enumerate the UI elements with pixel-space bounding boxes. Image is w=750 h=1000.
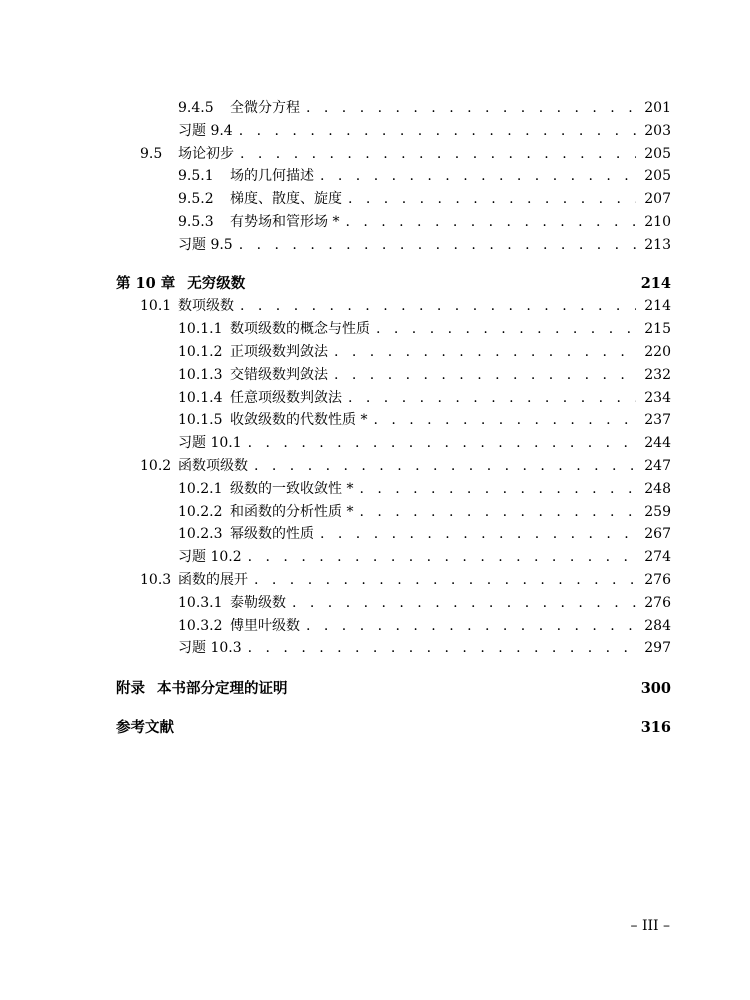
toc-entry-number: 10.3.2 [178,617,223,634]
toc-entry-title: 幂级数的性质 [230,526,314,543]
toc-entry-title: 级数的一致收敛性 * [230,480,354,497]
references-title: 参考文献 [116,718,174,736]
toc-entry-number: 9.5.2 [178,191,214,208]
toc-entry-title: 函数项级数 [178,457,248,474]
toc-entry-page: 248 [644,480,671,497]
toc-block-chapter9 [116,97,671,257]
toc-leader-dots [248,637,637,660]
toc-entry-number: 10.1.1 [178,321,223,338]
toc-leader-dots [320,523,636,546]
toc-entry-number: 10.3.1 [178,594,223,611]
toc-entry [116,523,671,546]
toc-leader-dots [359,501,636,524]
toc-entry-number: 9.5.3 [178,213,214,230]
toc-entry [116,165,671,188]
toc-entry-title: 函数的展开 [178,571,248,588]
page-number-footer: – III – [630,918,670,934]
toc-entry-page: 205 [644,145,671,162]
toc-entry-page: 201 [644,100,671,116]
chapter-page: 214 [640,274,671,292]
toc-entry [116,341,671,364]
toc-entry-number: 10.2.1 [178,480,223,497]
toc-entry [116,501,671,524]
toc-entry [116,387,671,410]
toc-entry-page: 284 [644,617,671,634]
toc-entry-page: 205 [644,168,671,185]
toc-entry-page: 247 [644,457,671,474]
toc-entry [116,455,671,478]
toc-entry-title: 场的几何描述 [230,168,314,185]
toc-entry-page: 276 [644,594,671,611]
toc-entry-title: 任意项级数判敛法 [230,389,342,406]
toc-entry-number: 9.5 [140,145,163,162]
toc-leader-dots [320,165,636,188]
toc-entry-title: 和函数的分析性质 * [230,503,354,520]
toc-entry-page: 259 [644,503,671,520]
toc-entry-page: 267 [644,526,671,543]
table-of-contents [116,97,671,740]
toc-entry-number: 10.2.3 [178,526,223,543]
toc-leader-dots [373,409,636,432]
toc-leader-dots [240,295,636,318]
toc-leader-dots [248,546,637,569]
toc-entry-page: 207 [644,191,671,208]
toc-entry-number: 9.4.5 [178,100,214,116]
toc-entry-title: 数项级数 [178,298,234,315]
toc-entry [116,546,671,569]
toc-leader-dots [345,211,636,234]
toc-entry-number: 10.2.2 [178,503,223,520]
toc-entry-title: 场论初步 [178,145,234,162]
toc-entry-page: 276 [644,571,671,588]
toc-entry [116,569,671,592]
toc-entry-title: 习题 10.1 [178,435,242,452]
toc-entry [116,637,671,660]
toc-entry [116,211,671,234]
toc-leader-dots [306,615,636,638]
toc-entry-title: 交错级数判敛法 [230,366,328,383]
toc-leader-dots [254,569,636,592]
toc-entry-title: 傅里叶级数 [230,617,300,634]
toc-appendix [116,678,671,701]
toc-entry-number: 10.1 [140,298,172,315]
toc-entry-page: 274 [644,549,671,566]
toc-leader-dots [248,432,637,455]
toc-entry-page: 244 [644,435,671,452]
toc-entry-title: 正项级数判敛法 [230,343,328,360]
toc-entry-number: 10.3 [140,571,172,588]
toc-entry-title: 数项级数的概念与性质 [230,321,370,338]
toc-entry [116,97,671,120]
toc-leader-dots [292,592,636,615]
appendix-label: 附录 [116,680,145,698]
toc-leader-dots [348,188,636,211]
toc-entry-number: 10.1.4 [178,389,223,406]
toc-entry-page: 232 [644,366,671,383]
toc-leader-dots [254,455,636,478]
toc-entry-title: 全微分方程 [230,100,300,116]
toc-entry-title: 有势场和管形场 * [230,213,340,230]
toc-entry-number: 9.5.1 [178,168,214,185]
toc-entry-page: 213 [644,236,671,253]
toc-leader-dots [306,97,636,120]
toc-leader-dots [376,318,636,341]
toc-entry-page: 297 [644,640,671,657]
toc-entry-title: 收敛级数的代数性质 * [230,412,368,429]
toc-entry [116,295,671,318]
appendix-page: 300 [640,680,671,698]
appendix-title: 本书部分定理的证明 [157,680,288,698]
toc-entry-page: 214 [644,298,671,315]
toc-leader-dots [359,478,636,501]
toc-leader-dots [239,234,637,257]
toc-leader-dots [239,120,637,143]
toc-entry [116,188,671,211]
toc-entry [116,364,671,387]
toc-entry [116,592,671,615]
toc-entry [116,318,671,341]
toc-entry [116,234,671,257]
toc-entry-page: 203 [644,122,671,139]
toc-entry [116,478,671,501]
toc-entry-number: 10.2 [140,457,172,474]
toc-entry-number: 10.1.2 [178,343,223,360]
toc-references [116,717,671,740]
toc-entry-page: 234 [644,389,671,406]
toc-entry [116,615,671,638]
chapter-title: 无穷级数 [187,274,246,292]
toc-entry-page: 237 [644,412,671,429]
toc-entry [116,409,671,432]
toc-entry-page: 210 [644,213,671,230]
toc-leader-dots [240,143,636,166]
toc-entry-page: 215 [644,321,671,338]
toc-entry-number: 10.1.5 [178,412,223,429]
chapter-number: 第 10 章 [116,274,176,292]
toc-entry [116,120,671,143]
toc-entry-page: 220 [644,343,671,360]
toc-entry-title: 习题 9.5 [178,236,233,253]
toc-entry-title: 习题 10.3 [178,640,242,657]
toc-entry-title: 习题 9.4 [178,122,233,139]
toc-entry-number: 10.1.3 [178,366,223,383]
references-page: 316 [640,718,671,736]
toc-leader-dots [348,387,636,410]
toc-entry-title: 梯度、散度、旋度 [230,191,342,208]
toc-entry [116,432,671,455]
toc-entry-title: 泰勒级数 [230,594,286,611]
toc-entry [116,143,671,166]
toc-chapter-10 [116,273,671,296]
toc-entry-title: 习题 10.2 [178,549,242,566]
toc-block-chapter10 [116,295,671,660]
toc-leader-dots [334,364,636,387]
toc-leader-dots [334,341,636,364]
